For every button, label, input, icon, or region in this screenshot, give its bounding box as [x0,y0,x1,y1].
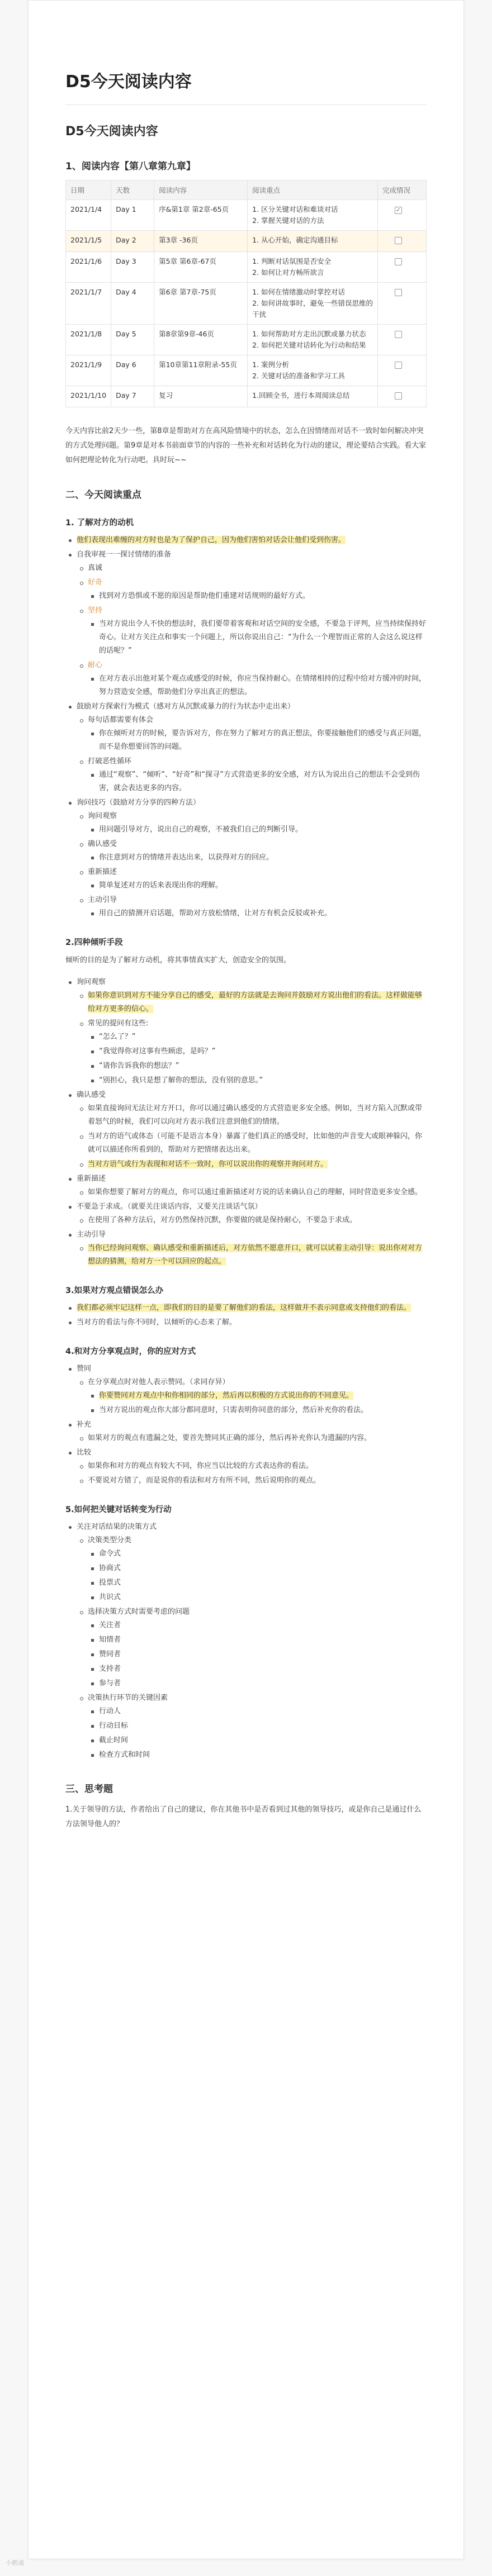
list-item: 找到对方恐惧或不愿的原因是帮助他们重建对话规则的最好方式。 [99,590,427,603]
table-header: 阅读重点 [248,180,378,200]
list-item: 在分享观点时对他人表示赞同。（求同存异） 你要赞同对方观点中和你相同的部分，然后再以积极的方式说出你的不同意见。 当对方说出的观点你大部分都同意时，只需表明你同意的部分，然后补充你的看法。 [88,1376,427,1417]
title-divider [65,104,427,105]
list-item: “怎么了？” [99,1030,427,1044]
completion-checkbox[interactable] [395,392,402,400]
list-item: 你注意到对方的情绪并表达出来，以获得对方的回应。 [99,851,427,864]
cell-day: Day 6 [111,355,154,386]
table-row [66,355,427,386]
list-item: 主动引导 当你已经询问观察、确认感受和重新描述后，对方依然不愿意开口，就可以试着主动引导：说出你对对方想法的猜测，给对方一个可以回应的起点。 [77,1228,427,1268]
list-item: 他们表现出难缠的对方时也是为了保护自己，因为他们害怕对话会让他们受到伤害。 [77,534,427,547]
list-item: 每句话都需要有体会 你在倾听对方的时候，要告诉对方，你在努力了解对方的真正想法，你要接触他们的感受与真正问题，而不是你想要回答的问题。 [88,714,427,754]
list-item: 真诚 [88,562,427,575]
list-item: 好奇 找到对方恐惧或不愿的原因是帮助他们重建对话规则的最好方式。 [88,576,427,603]
cell-done [378,325,427,355]
list-item: 行动人 [99,1705,427,1718]
list-item: 简单复述对方的话来表现出你的理解。 [99,879,427,892]
subsection-2-3-list [65,1301,427,1329]
list-item: 坚持 当对方说出令人不快的想法时，我们要带着客观和对话空间的安全感，不要急于评判，应当持续保持好奇心。让对方关注点和事实一个问题上，所以你说出自己：“为什么一个理智而正常的人会这么说这样的话呢？” [88,604,427,658]
list-item: 投票式 [99,1576,427,1590]
table-row [66,200,427,231]
subsection-2-1-heading: 1. 了解对方的动机 [65,519,134,527]
list-item: 确认感受 你注意到对方的情绪并表达出来，以获得对方的回应。 [88,838,427,864]
table-row [66,386,427,407]
cell-content: 第3章 -36页 [154,231,248,252]
intro-paragraph: 今天内容比前2天少一些，第8章是帮助对方在高风险情境中的状态，怎么在因情绪而对话不一致时如何解决冲突的方式处理问题。第9章是对本书前面章节的内容的一些补充和对话转化为行动的建议，理论要结合实践。看大家如何把理论转化为行动吧。具时玩~~ [65,427,427,464]
cell-focus: 1. 区分关键对话和难谈对话 2. 掌握关键对话的方法 [248,200,378,231]
cell-date: 2021/1/4 [66,200,111,231]
list-item: 支持者 [99,1662,427,1676]
completion-checkbox[interactable]: ✓ [395,207,402,214]
cell-day: Day 7 [111,386,154,407]
cell-done [378,355,427,386]
cell-date: 2021/1/6 [66,252,111,283]
list-item: “我觉得你对这事有些顾虑，是吗？” [99,1045,427,1058]
list-item: 赞同 在分享观点时对他人表示赞同。（求同存异） 你要赞同对方观点中和你相同的部分，然后再以积极的方式说出你的不同意见。 当对方说出的观点你大部分都同意时，只需表明你同意的部分，然后补充你的看法。 [77,1362,427,1417]
table-row [66,283,427,325]
table-header: 完成情况 [378,180,427,200]
list-item: 确认感受 如果直接询问无法让对方开口，你可以通过确认感受的方式营造更多安全感。例如，当对方陷入沉默或带着怒气的时候，我们可以向对方表示我们注意到他们的情绪。 当对方的语气或体态（可能不是语言本身）暴露了他们真正的感受时，比如他的声音变大或眼神躲闪，你就可以描述你所看到的，帮助对方把情绪表达出来。 当对方语气或行为表现和对话不一致时，你可以说出你的观察并询问对方。 [77,1089,427,1171]
list-item: 主动引导 用自己的猜测开启话题，帮助对方放松情绪，让对方有机会反驳或补充。 [88,893,427,920]
list-item: 如果直接询问无法让对方开口，你可以通过确认感受的方式营造更多安全感。例如，当对方陷入沉默或带着怒气的时候，我们可以向对方表示我们注意到他们的情绪。 [88,1102,427,1129]
list-item: 检查方式和时间 [99,1748,427,1762]
cell-date: 2021/1/10 [66,386,111,407]
cell-done [378,252,427,283]
cell-focus: 1. 从心开始，确定沟通目标 [248,231,378,252]
subsection-2-2-intro: 倾听的目的是为了解对方动机，将其事情真实扩大，创造安全的氛围。 [65,956,291,964]
subsection-2-4-heading: 4.和对方分享观点时，你的应对方式 [65,1347,196,1356]
cell-content: 第6章 第7章-75页 [154,283,248,325]
subsection-2-2-list [65,976,427,1268]
list-item: 决策类型分类 命令式 协商式 投票式 共识式 [88,1534,427,1604]
cell-content: 复习 [154,386,248,407]
list-item: 协商式 [99,1562,427,1575]
section-2-heading: 二、今天阅读重点 [65,489,141,501]
list-item: 选择决策方式时需要考虑的问题 关注者 知情者 赞同者 支持者 参与者 [88,1605,427,1690]
cell-date: 2021/1/5 [66,231,111,252]
list-item: 决策执行环节的关键因素 行动人 行动目标 截止时间 检查方式和时间 [88,1691,427,1762]
cell-focus: 1. 如何在情绪激动时掌控对话 2. 如何讲故事时，避免一些错误思维的干扰 [248,283,378,325]
subsection-2-5-list [65,1520,427,1762]
cell-day: Day 5 [111,325,154,355]
table-row [66,325,427,355]
section-1-heading: 1、阅读内容【第八章第九章】 [65,161,196,172]
list-item: 用自己的猜测开启话题，帮助对方放松情绪，让对方有机会反驳或补充。 [99,907,427,920]
list-item: 在使用了各种方法后，对方仍然保持沉默，你要做的就是保持耐心，不要急于求成。 [88,1214,427,1227]
cell-done [378,231,427,252]
cell-day: Day 1 [111,200,154,231]
list-item: 询问观察 用问题引导对方，说出自己的观察，不被我们自己的判断引导。 [88,810,427,837]
list-item: 如果你意识到对方不能分享自己的感受，最好的方法就是去询问并鼓励对方说出他们的看法。这样做能够给对方更多的信心。 [88,989,427,1016]
cell-date: 2021/1/7 [66,283,111,325]
cell-done [378,386,427,407]
list-item: “请你告诉我你的想法？” [99,1059,427,1073]
reading-plan-table [65,180,427,407]
cell-content: 第5章 第6章-67页 [154,252,248,283]
cell-day: Day 4 [111,283,154,325]
list-item: 截止时间 [99,1734,427,1747]
table-header: 日期 [66,180,111,200]
list-item: 如果你想要了解对方的观点，你可以通过重新描述对方说的话来确认自己的理解，同时营造更多安全感。 [88,1186,427,1199]
table-header-row [66,180,427,200]
list-item: 你要赞同对方观点中和你相同的部分，然后再以积极的方式说出你的不同意见。 [99,1389,427,1403]
subsection-2-3-heading: 3.如果对方观点错误怎么办 [65,1286,164,1295]
list-item: 常见的提问有这些: “怎么了？” “我觉得你对这事有些顾虑，是吗？” “请你告诉我你的想法？” “别担心，我只是想了解你的想法，没有别的意思。” [88,1017,427,1087]
list-item: 当你已经询问观察、确认感受和重新描述后，对方依然不愿意开口，就可以试着主动引导：说出你对对方想法的猜测，给对方一个可以回应的起点。 [88,1242,427,1268]
list-item: 重新描述 如果你想要了解对方的观点，你可以通过重新描述对方说的话来确认自己的理解，同时营造更多安全感。 [77,1172,427,1199]
list-item: 我们都必须牢记这样一点，即我们的目的是要了解他们的看法，这样做并不表示同意或支持他们的看法。 [77,1301,427,1315]
cell-day: Day 3 [111,252,154,283]
completion-checkbox[interactable] [395,331,402,338]
list-item: 当对方说出的观点你大部分都同意时，只需表明你同意的部分，然后补充你的看法。 [99,1404,427,1417]
list-item: 你在倾听对方的时候，要告诉对方，你在努力了解对方的真正想法，你要接触他们的感受与真正问题，而不是你想要回答的问题。 [99,727,427,754]
list-item: 当对方语气或行为表现和对话不一致时，你可以说出你的观察并询问对方。 [88,1158,427,1171]
list-item: 不要说对方错了，而是说你的看法和对方有所不同，然后说明你的观点。 [88,1474,427,1487]
subsection-2-1-list [65,534,427,920]
list-item: 自我审视一一探讨情绪的准备 真诚 好奇 找到对方恐惧或不愿的原因是帮助他们重建对话规则的最好方式。 坚持 当对方说出令人不快的想法时，我们要带着客观和对话空间的安全感，不要急于评判，应当持续保持好奇心。让对方关注点和事实一个问题上，所以你说出自己：“为什么一个理智而正常的人会这么说这样的话呢？” 耐心 在对方表示出他对某个观点或感受的时候，你应当保持耐心。在情绪相持的过程中给对方缓冲的时间，努力营造安全感，帮助他们分享出真正的想法。 [77,548,427,699]
cell-focus: 1. 如何帮助对方走出沉默或暴力状态 2. 如何把关键对话转化为行动和结果 [248,325,378,355]
list-item: 询问观察 如果你意识到对方不能分享自己的感受，最好的方法就是去询问并鼓励对方说出他们的看法。这样做能够给对方更多的信心。 常见的提问有这些: “怎么了？” “我觉得你对这事有些顾虑，是吗？” “请你告诉我你的想法？” “别担心，我只是想了解你的想法，没有别的意思。” [77,976,427,1087]
cell-focus: 1.回顾全书，进行本周阅读总结 [248,386,378,407]
list-item: 耐心 在对方表示出他对某个观点或感受的时候，你应当保持耐心。在情绪相持的过程中给对方缓冲的时间，努力营造安全感，帮助他们分享出真正的想法。 [88,659,427,699]
completion-checkbox[interactable] [395,258,402,265]
list-item: 关注对话结果的决策方式 决策类型分类 命令式 协商式 投票式 共识式 选择决策方式时需要考虑的问题 关注者 知情者 赞同者 支持者 参与者 决策执行环节的关键因素 行动人 行动目标 截止时间 检查方式和时间 [77,1520,427,1762]
list-item: 命令式 [99,1547,427,1561]
list-item: 如果你和对方的观点有较大不同，你应当以比较的方式表达你的看法。 [88,1460,427,1473]
table-header: 阅读内容 [154,180,248,200]
cell-focus: 1. 案例分析 2. 关键对话的准备和学习工具 [248,355,378,386]
list-item: 鼓励对方探索行为模式（感对方从沉默或暴力的行为状态中走出来） 每句话都需要有体会 你在倾听对方的时候，要告诉对方，你在努力了解对方的真正想法，你要接触他们的感受与真正问题，而不是你想要回答的问题。 打破恶性循环 通过“观察”、“倾听”、“好奇”和“探寻”方式营造更多的安全感，对方认为说出自己的想法不会受到伤害，就会表达更多的内容。 [77,700,427,795]
list-item: 比较 如果你和对方的观点有较大不同，你应当以比较的方式表达你的看法。 不要说对方错了，而是说你的看法和对方有所不同，然后说明你的观点。 [77,1446,427,1487]
list-item: 打破恶性循环 通过“观察”、“倾听”、“好奇”和“探寻”方式营造更多的安全感，对方认为说出自己的想法不会受到伤害，就会表达更多的内容。 [88,755,427,795]
table-row [66,231,427,252]
cell-done [378,200,427,231]
list-item: 赞同者 [99,1648,427,1661]
completion-checkbox[interactable] [395,362,402,369]
list-item: 重新描述 简单复述对方的话来表现出你的理解。 [88,866,427,892]
list-item: 补充 如果对方的观点有遗漏之处，要首先赞同其正确的部分，然后再补充你认为遗漏的内容。 [77,1418,427,1445]
cell-content: 第10章第11章附录-55页 [154,355,248,386]
completion-checkbox[interactable] [395,237,402,244]
page-subtitle: D5今天阅读内容 [65,125,158,139]
list-item: 知情者 [99,1633,427,1647]
table-row [66,252,427,283]
document-page [28,0,464,2559]
list-item: 在对方表示出他对某个观点或感受的时候，你应当保持耐心。在情绪相持的过程中给对方缓冲的时间，努力营造安全感，帮助他们分享出真正的想法。 [99,672,427,699]
list-item: 参与者 [99,1677,427,1690]
list-item: 行动目标 [99,1719,427,1733]
list-item: 不要急于求成。（就要关注谈话内容，又要关注谈话气氛） 在使用了各种方法后，对方仍然保持沉默，你要做的就是保持耐心，不要急于求成。 [77,1200,427,1227]
list-item: 询问技巧（鼓励对方分享的四种方法） 询问观察 用问题引导对方，说出自己的观察，不被我们自己的判断引导。 确认感受 你注意到对方的情绪并表达出来，以获得对方的回应。 重新描述 简单复述对方的话来表现出你的理解。 主动引导 用自己的猜测开启话题，帮助对方放松情绪，让对方有机会反驳或补充。 [77,796,427,920]
section-3-heading: 三、思考题 [65,1784,113,1795]
list-item: 如果对方的观点有遗漏之处，要首先赞同其正确的部分，然后再补充你认为遗漏的内容。 [88,1432,427,1445]
list-item: “别担心，我只是想了解你的想法，没有别的意思。” [99,1074,427,1087]
footer-logo: 小鹅通 [6,2559,24,2567]
list-item: 共识式 [99,1591,427,1604]
section-3-question: 1.关于领导的方法，作者给出了自己的建议，你在其他书中是否看到过其他的领导技巧，或是你自己是通过什么方法领导他人的？ [65,1805,422,1828]
list-item: 用问题引导对方，说出自己的观察，不被我们自己的判断引导。 [99,823,427,837]
completion-checkbox[interactable] [395,289,402,296]
cell-content: 第8章第9章-46页 [154,325,248,355]
subsection-2-2-heading: 2.四种倾听手段 [65,938,123,947]
cell-focus: 1. 判断对话氛围是否安全 2. 如何让对方畅所欲言 [248,252,378,283]
cell-done [378,283,427,325]
list-item: 当对方说出令人不快的想法时，我们要带着客观和对话空间的安全感，不要急于评判，应当持续保持好奇心。让对方关注点和事实一个问题上，所以你说出自己：“为什么一个理智而正常的人会这么说这样的话呢？” [99,617,427,658]
cell-date: 2021/1/8 [66,325,111,355]
cell-content: 序&第1章 第2章-65页 [154,200,248,231]
cell-day: Day 2 [111,231,154,252]
list-item: 当对方的语气或体态（可能不是语言本身）暴露了他们真正的感受时，比如他的声音变大或眼神躲闪，你就可以描述你所看到的，帮助对方把情绪表达出来。 [88,1130,427,1157]
list-item: 关注者 [99,1619,427,1632]
list-item: 当对方的看法与你不同时，以倾听的心态来了解。 [77,1316,427,1329]
table-header: 天数 [111,180,154,200]
document-title: D5今天阅读内容 [65,72,192,92]
subsection-2-4-list [65,1362,427,1487]
cell-date: 2021/1/9 [66,355,111,386]
subsection-2-5-heading: 5.如何把关键对话转变为行动 [65,1505,172,1514]
list-item: 通过“观察”、“倾听”、“好奇”和“探寻”方式营造更多的安全感，对方认为说出自己的想法不会受到伤害，就会表达更多的内容。 [99,768,427,795]
